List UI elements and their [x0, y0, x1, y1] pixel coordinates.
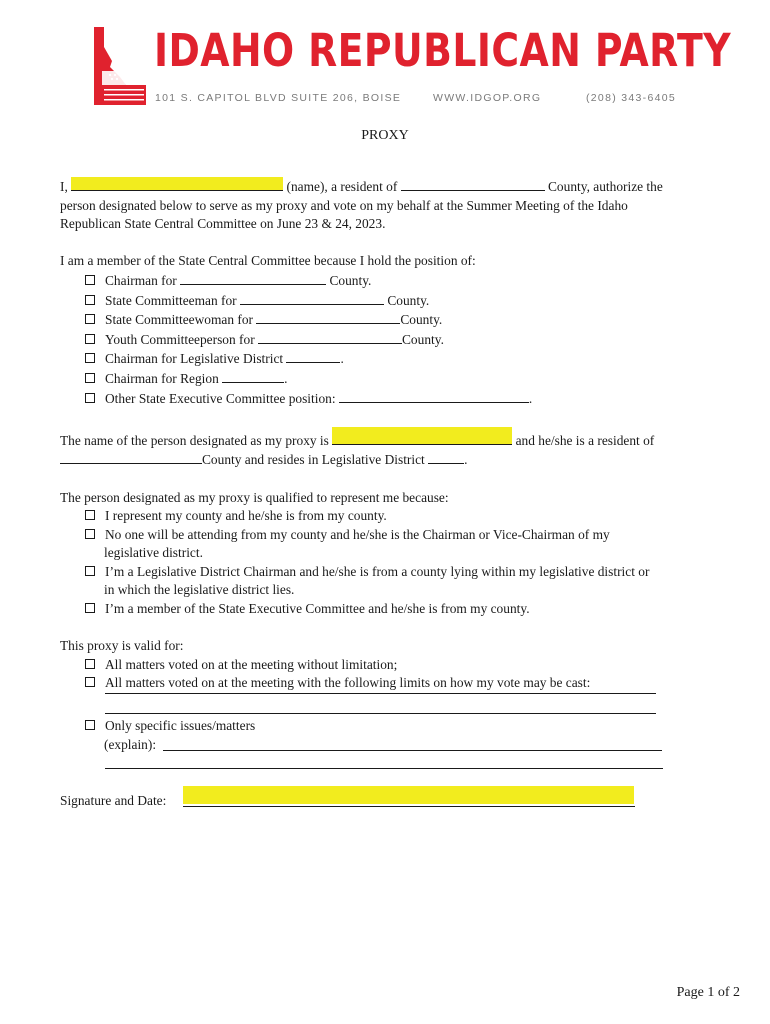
checkbox[interactable] [85, 529, 95, 539]
limits-line-1[interactable] [105, 693, 656, 694]
checkbox[interactable] [85, 603, 95, 613]
member-heading: I am a member of the State Central Committee because I hold the position of: [60, 253, 476, 269]
validity-heading: This proxy is valid for: [60, 638, 184, 654]
position-option: State Committeewoman for County. [60, 310, 722, 330]
qualification-option-cont: legislative district. [104, 545, 203, 561]
name-field[interactable] [71, 177, 283, 191]
checkbox[interactable] [85, 275, 95, 285]
qualification-option: I represent my county and he/she is from my county. [60, 507, 722, 526]
position-option: State Committeeman for County. [60, 291, 722, 311]
checkbox[interactable] [85, 659, 95, 669]
text-field[interactable] [339, 389, 529, 403]
checkbox[interactable] [85, 334, 95, 344]
validity-option: All matters voted on at the meeting with the following limits on how my vote may be cast: [60, 674, 722, 693]
intro-line-1: I, (name), a resident of County, authorize the [60, 179, 663, 194]
explain-field[interactable] [163, 750, 662, 751]
designee-line-1: The name of the person designated as my proxy is and he/she is a resident of [60, 427, 722, 451]
intro-line-3: Republican State Central Committee on June 23 & 24, 2023. [60, 216, 386, 232]
idaho-flag-map-icon [90, 27, 150, 105]
text-field[interactable] [222, 369, 284, 383]
explain-line-2[interactable] [105, 768, 663, 769]
district-field[interactable] [428, 450, 464, 464]
validity-option: Only specific issues/matters [60, 717, 722, 736]
position-option: Youth Committeeperson for County. [60, 330, 722, 350]
org-address: 101 S. CAPITOL BLVD SUITE 206, BOISE [155, 92, 402, 104]
specific-issues-block [60, 717, 722, 754]
intro-line-2: person designated below to serve as my proxy and vote on my behalf at the Summer Meeting of the Idaho [60, 197, 628, 213]
org-website: WWW.IDGOP.ORG [433, 92, 542, 104]
position-option: Other State Executive Committee position: . [60, 389, 722, 409]
form-body [60, 177, 722, 693]
qualification-option: No one will be attending from my county and he/she is the Chairman or Vice-Chairman of my [60, 526, 722, 545]
position-option: Chairman for County. [60, 271, 722, 291]
validity-option: All matters voted on at the meeting without limitation; [60, 656, 722, 675]
proxy-name-field[interactable] [332, 427, 512, 445]
explain-line: (explain): [104, 736, 157, 752]
text-field[interactable] [180, 271, 326, 285]
qualification-option: I’m a Legislative District Chairman and he/she is from a county lying within my legislative district or [60, 563, 722, 582]
signature-label: Signature and Date: [60, 793, 167, 808]
text-field[interactable] [258, 330, 402, 344]
org-phone: (208) 343-6405 [586, 92, 677, 104]
checkbox[interactable] [85, 295, 95, 305]
page-number: Page 1 of 2 [676, 985, 740, 1000]
checkbox[interactable] [85, 720, 95, 730]
qualification-heading: The person designated as my proxy is qualified to represent me because: [60, 489, 449, 505]
checkbox[interactable] [85, 393, 95, 403]
position-option: Chairman for Legislative District . [60, 349, 722, 369]
checkbox[interactable] [85, 677, 95, 687]
org-name: IDAHO REPUBLICAN PARTY [154, 24, 732, 77]
checkbox[interactable] [85, 566, 95, 576]
qualification-option-cont: in which the legislative district lies. [104, 582, 295, 598]
position-option: Chairman for Region . [60, 369, 722, 389]
text-field[interactable] [240, 291, 384, 305]
text-field[interactable] [286, 349, 340, 363]
checkbox[interactable] [85, 353, 95, 363]
qualification-option: I’m a member of the State Executive Committee and he/she is from my county. [60, 600, 722, 619]
designee-line-2: County and resides in Legislative District . [60, 450, 722, 470]
limits-line-2[interactable] [105, 713, 656, 714]
document-title: PROXY [361, 128, 409, 143]
checkbox[interactable] [85, 314, 95, 324]
checkbox[interactable] [85, 373, 95, 383]
text-field[interactable] [256, 310, 400, 324]
county-field[interactable] [401, 177, 545, 191]
checkbox[interactable] [85, 510, 95, 520]
proxy-county-field[interactable] [60, 450, 202, 464]
